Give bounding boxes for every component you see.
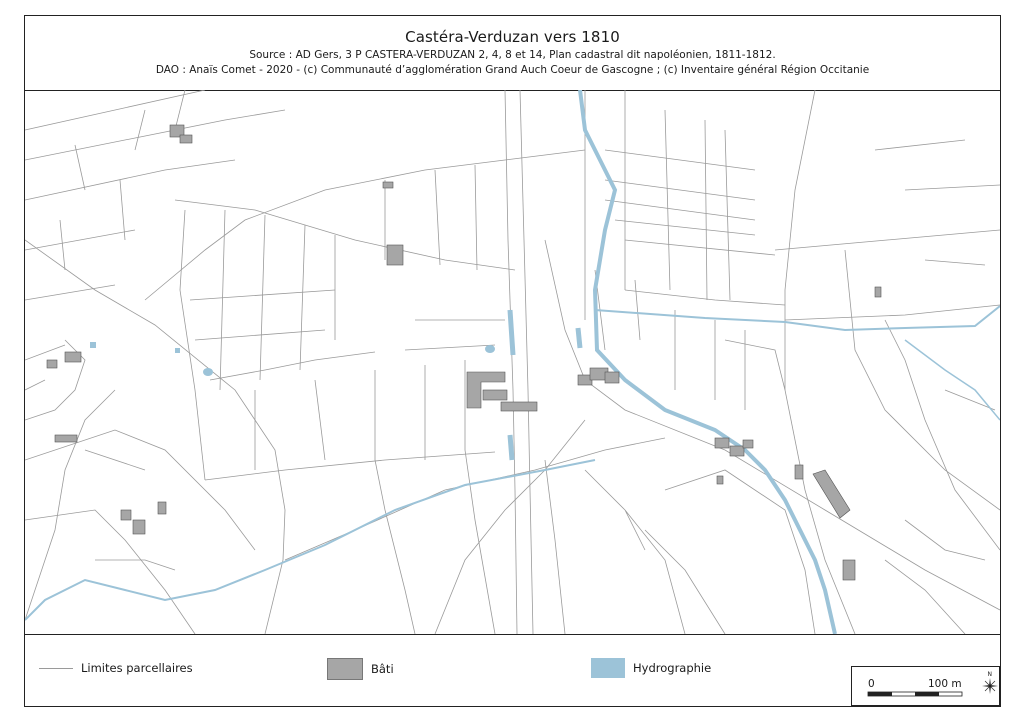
credits-line: DAO : Anaïs Comet - 2020 - (c) Communauté d’agglomération Grand Auch Coeur de Gascogne ; (c) Inventaire général Région Occitanie xyxy=(155,64,870,76)
legend-water xyxy=(591,658,711,678)
side-channel xyxy=(905,340,1000,420)
parcel-boundaries xyxy=(25,90,1000,634)
canal-lower xyxy=(25,460,595,620)
parcel-line-swatch xyxy=(39,668,73,669)
hydrography xyxy=(25,90,1000,634)
legend-buildings xyxy=(327,658,394,680)
ditch xyxy=(510,310,580,460)
scale-bar-box xyxy=(851,666,1000,706)
map-canvas xyxy=(25,90,1000,634)
map-header xyxy=(25,16,1000,91)
cadastral-map[interactable] xyxy=(25,90,1000,635)
legend-parcels-label: Limites parcellaires xyxy=(81,661,193,675)
legend-parcels xyxy=(39,661,193,675)
scale-bar xyxy=(852,667,1001,707)
ponds xyxy=(90,342,495,376)
legend xyxy=(25,635,1000,707)
canal-upper xyxy=(595,306,1000,330)
legend-water-label: Hydrographie xyxy=(633,661,712,675)
building-swatch xyxy=(327,658,363,680)
map-frame xyxy=(24,15,1001,707)
scale-end-label: 100 m xyxy=(928,678,962,690)
main-stream xyxy=(580,90,835,634)
legend-buildings-label: Bâti xyxy=(371,662,394,676)
scale-zero-label: 0 xyxy=(868,678,875,690)
north-arrow-icon xyxy=(980,669,1000,697)
map-title: Castéra-Verduzan vers 1810 xyxy=(405,28,620,46)
water-swatch xyxy=(591,658,625,678)
svg-text:N: N xyxy=(987,671,992,678)
buildings xyxy=(47,125,881,580)
source-line: Source : AD Gers, 3 P CASTERA-VERDUZAN 2, 4, 8 et 14, Plan cadastral dit napoléonien, 1811-1812. xyxy=(249,49,776,61)
